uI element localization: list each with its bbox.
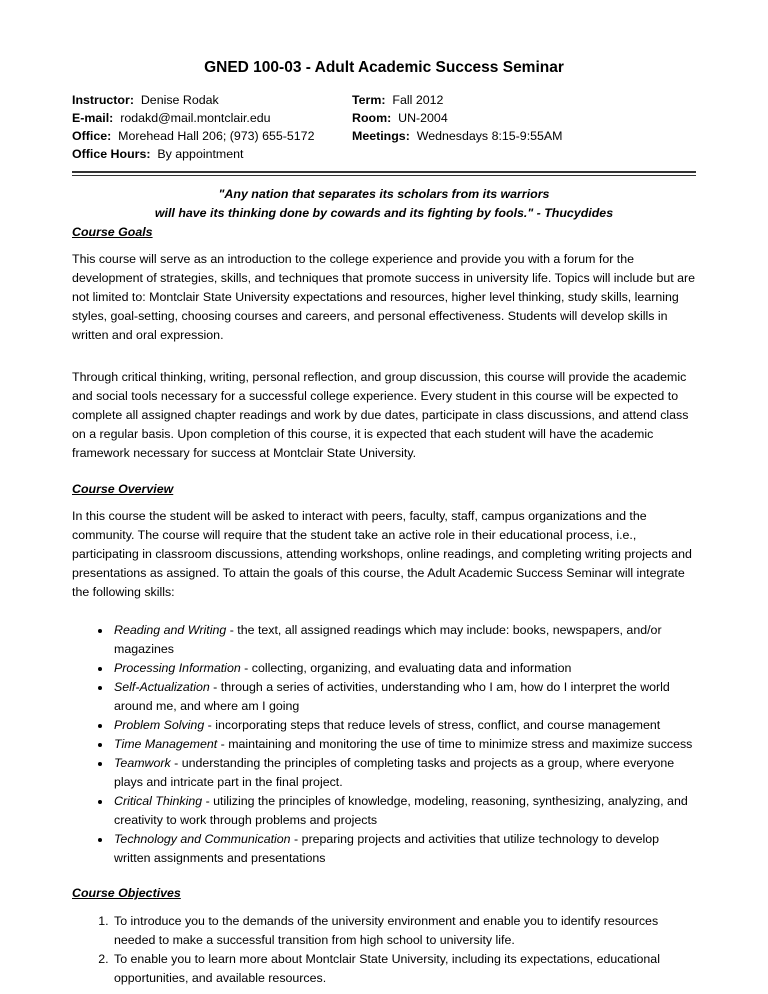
double-rule-divider [72, 171, 696, 176]
document-title: GNED 100-03 - Adult Academic Success Seminar [204, 59, 564, 76]
overview-paragraph: In this course the student will be asked to interact with peers, faculty, staff, campus organizations and the community. The course will require that the student take an active role in their educational process, i.e., participating in classroom discussions, attending workshops, online readings, and completing writing projects and presentations as assigned. To attain the goals of this course, the Adult Academic Success Seminar will integrate the following skills: [72, 509, 692, 599]
skill-item: • Self-Actualization - through a series of activities, understanding who I am, how do I interpret the world around me, and where am I going [112, 678, 696, 716]
info-office-hours: Office Hours: By appointment [72, 147, 244, 161]
instructor-info [72, 91, 314, 163]
skill-item: • Time Management - maintaining and monitoring the use of time to minimize stress and maximize success [112, 735, 696, 754]
info-instructor: Instructor: Denise Rodak [72, 93, 219, 107]
skill-item: • Reading and Writing - the text, all assigned readings which may include: books, newspapers, and/or magazines [112, 621, 696, 659]
info-office: Office: Morehead Hall 206; (973) 655-5172 [72, 129, 315, 143]
skill-item: • Teamwork - understanding the principles of completing tasks and projects as a group, where everyone plays and intricate part in the final project. [112, 754, 696, 792]
objective-item: 1. To introduce you to the demands of the university environment and enable you to identify resources needed to make a successful transition from high school to university life. [112, 912, 696, 950]
skills-list [72, 621, 696, 868]
info-email: E-mail: rodakd@mail.montclair.edu [72, 111, 271, 125]
skill-item: • Technology and Communication - preparing projects and activities that utilize technology to develop written assignments and presentations [112, 830, 696, 868]
info-meetings: Meetings: Wednesdays 8:15-9:55AM [352, 129, 563, 143]
objective-item: 2. To enable you to learn more about Montclair State University, including its expectations, educational opportunities, and available resources. [112, 950, 696, 988]
goals-paragraph-1: This course will serve as an introduction to the college experience and provide you with a forum for the development of strategies, skills, and techniques that promote success in university life. Topics will include but are not limited to: Montclair State University expectations and resources, higher level thinking, study skills, learning styles, goal-setting, choosing courses and careers, and personal effectiveness. Students will develop skills in written and oral expression. [72, 252, 696, 342]
goals-paragraph-2: Through critical thinking, writing, personal reflection, and group discussion, this course will provide the academic and social tools necessary for a successful college experience. Every student in this course will be expected to complete all assigned chapter readings and work by due dates, participate in class discussions, and attend class on a regular basis. Upon completion of this course, it is expected that each student will have the academic framework necessary for success at Montclair State University. [72, 370, 689, 460]
info-term: Term: Fall 2012 [352, 93, 444, 107]
objectives-list [72, 912, 696, 988]
heading-course-overview: Course Overview [72, 482, 174, 496]
heading-course-objectives: Course Objectives [72, 886, 181, 900]
info-room: Room: UN-2004 [352, 111, 448, 125]
skill-item: • Processing Information - collecting, organizing, and evaluating data and information [112, 659, 696, 678]
skill-item: • Problem Solving - incorporating steps that reduce levels of stress, conflict, and course management [112, 716, 696, 735]
epigraph-quote: "Any nation that separates its scholars from its warriors will have its thinking done by cowards and its fighting by fools." - Thucydides [154, 187, 614, 220]
schedule-info [352, 91, 563, 145]
heading-course-goals: Course Goals [72, 225, 153, 239]
syllabus-body [72, 223, 696, 988]
skill-item: • Critical Thinking - utilizing the principles of knowledge, modeling, reasoning, synthesizing, analyzing, and creativity to work through problems and projects [112, 792, 696, 830]
